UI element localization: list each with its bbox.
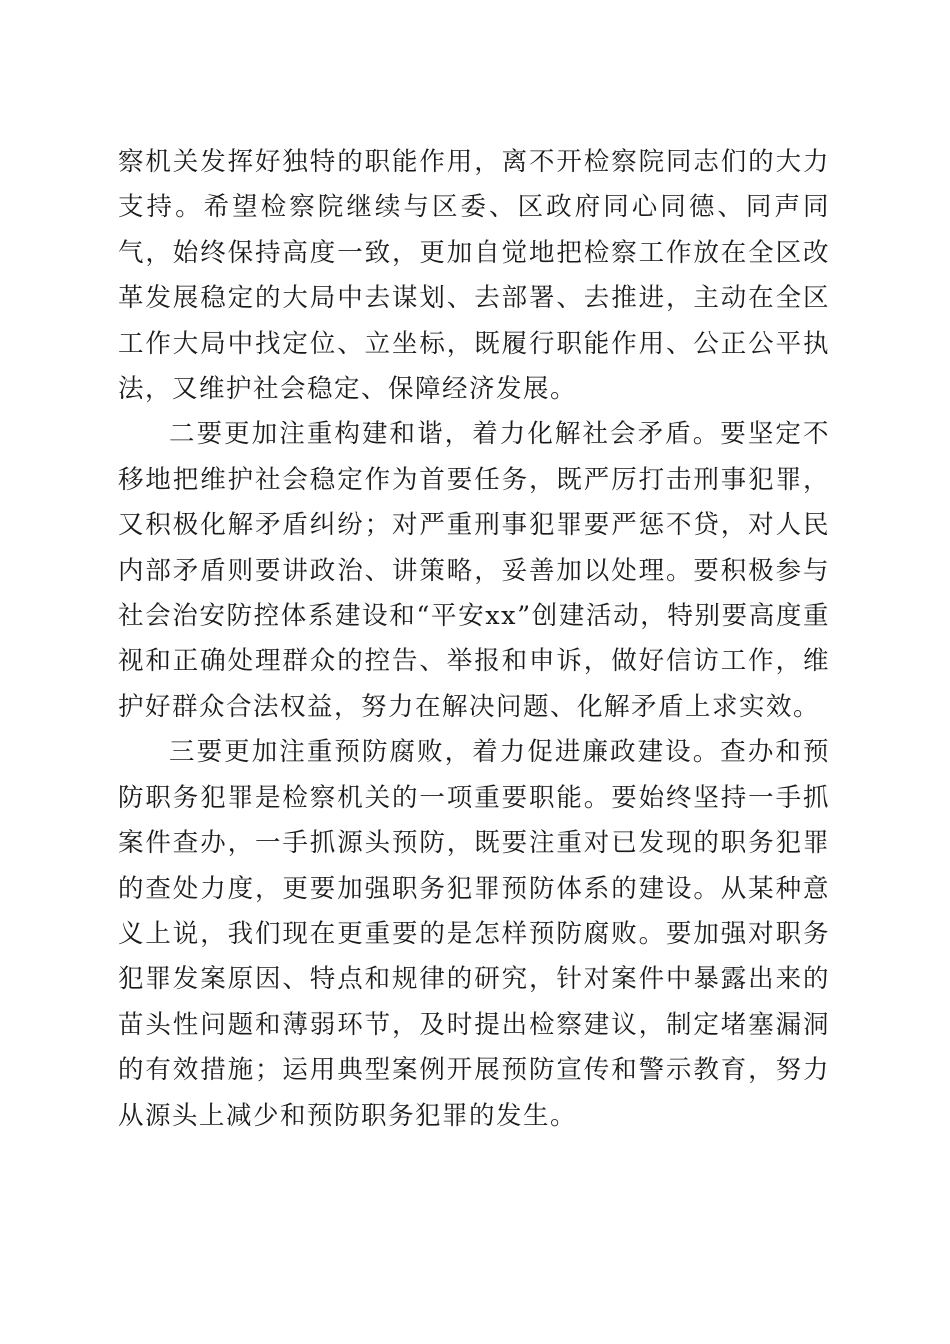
paragraph-anticorruption: 三要更加注重预防腐败，着力促进廉政建设。查办和预防职务犯罪是检察机关的一项重要职能。要始终坚持一手抓案件查办，一手抓源头预防，既要注重对已发现的职务犯罪的查处力度，更要加强职务犯罪预防体系的建设。从某种意义上说，我们现在更重要的是怎样预防腐败。要加强对职务犯罪发案原因、特点和规律的研究，针对案件中暴露出来的苗头性问题和薄弱环节，及时提出检察建议，制定堵塞漏洞的有效措施；运用典型案例开展预防宣传和警示教育，努力从源头上减少和预防职务犯罪的发生。 [118,737,830,1131]
paragraph-harmony: 二要更加注重构建和谐，着力化解社会矛盾。要坚定不移地把维护社会稳定作为首要任务，既严厉打击刑事犯罪，又积极化解矛盾纠纷；对严重刑事犯罪要严惩不贷，对人民内部矛盾则要讲政治、讲策略，妥善加以处理。要积极参与社会治安防控体系建设和“平安xx”创建活动，特别要高度重视和正确处理群众的控告、举报和申诉，做好信访工作，维护好群众合法权益，努力在解决问题、化解矛盾上求实效。 [118,419,830,722]
paragraph-continuation: 察机关发挥好独特的职能作用，离不开检察院同志们的大力支持。希望检察院继续与区委、区政府同心同德、同声同气，始终保持高度一致，更加自觉地把检察工作放在全区改革发展稳定的大局中去谋划、去部署、去推进，主动在全区工作大局中找定位、立坐标，既履行职能作用、公正公平执法，又维护社会稳定、保障经济发展。 [118,147,830,405]
document-body [118,140,830,1139]
